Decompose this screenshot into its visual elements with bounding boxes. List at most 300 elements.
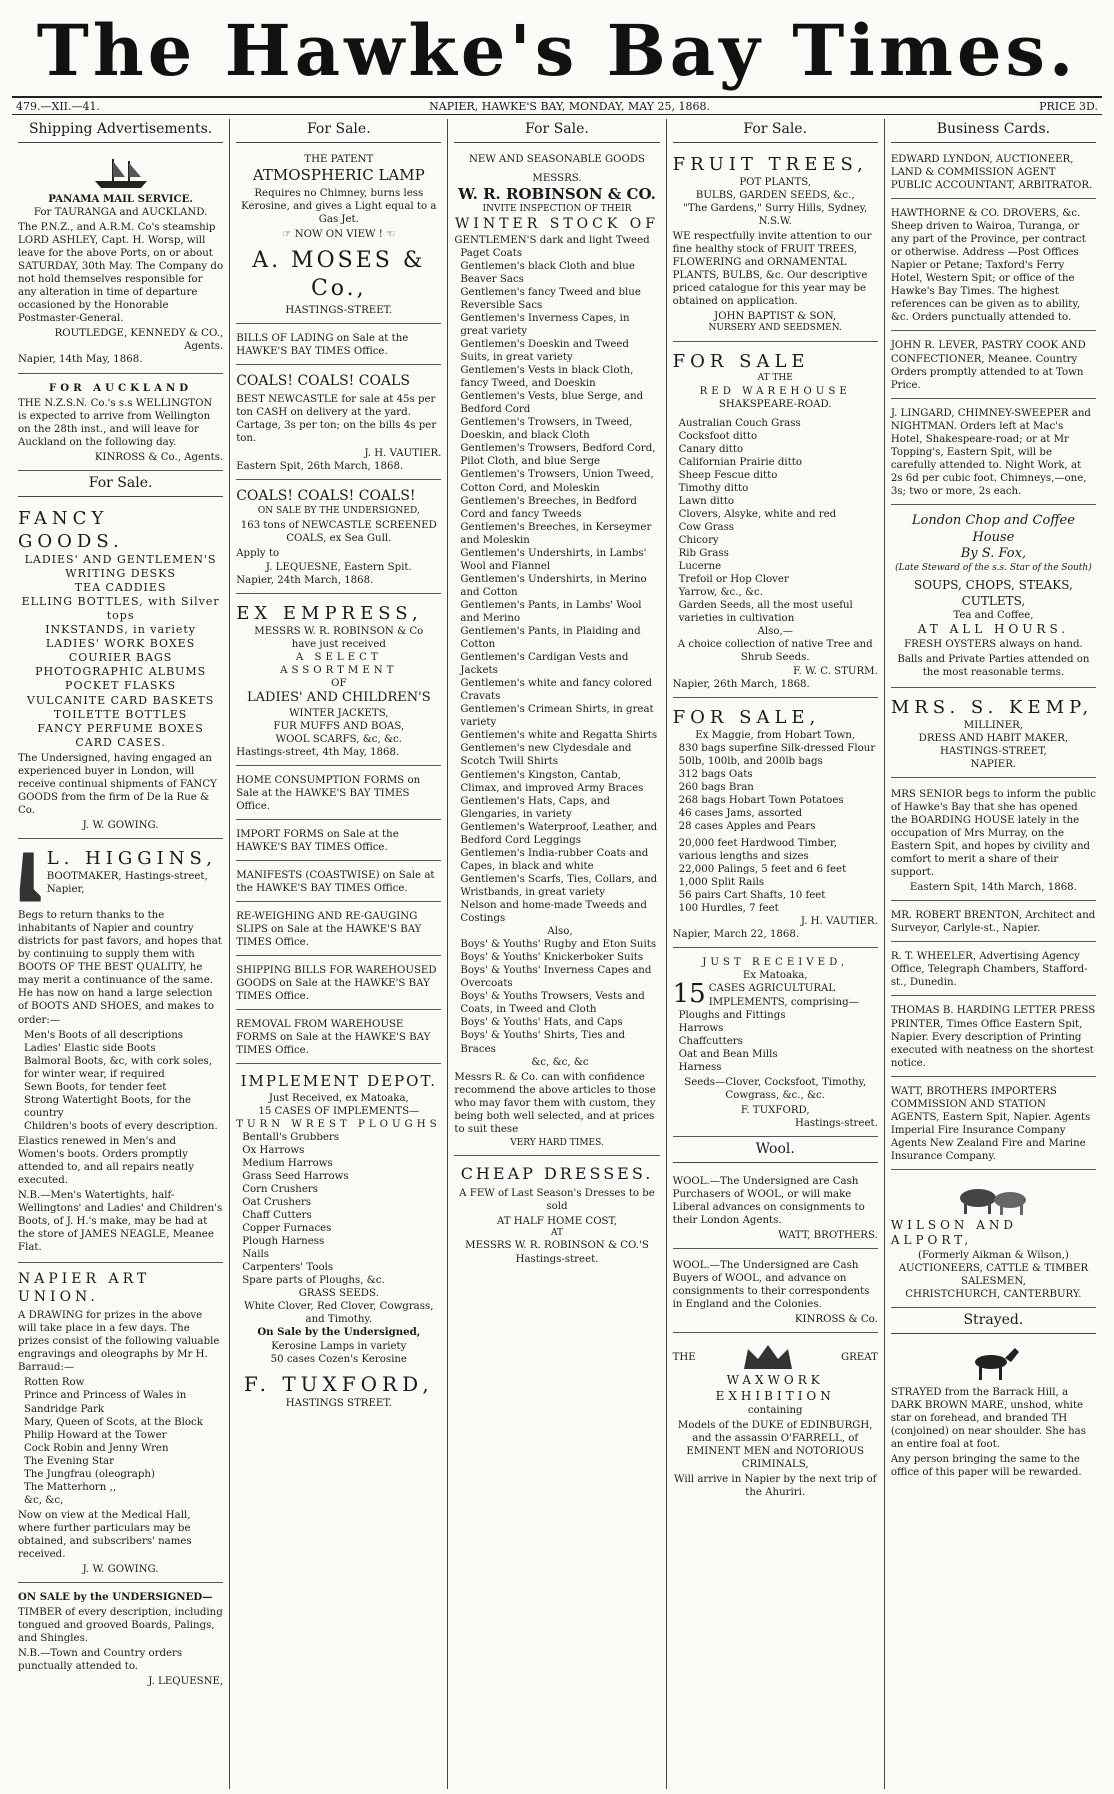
coals2-sub: ON SALE BY THE UNDERSIGNED, [257,505,420,516]
strayed-body: STRAYED from the Barrack Hill, a DARK BROWN MARE, unshod, white star on forehead, and branded TH (conjoined) on near shoulder. She has an entire foal at foot. [890,1386,1086,1450]
trees-title: FRUIT TREES, [672,153,868,175]
list-item: 56 pairs Cart Shafts, 10 feet [678,890,826,902]
column-1 [12,119,230,1789]
justrec-list [673,1009,878,1074]
ad-form-removal: REMOVAL FROM WAREHOUSE FORMS on Sale at the HAWKE'S BAY TIMES Office. [236,1014,441,1064]
waxwork-the: THE [672,1351,696,1363]
list-item: LADIES' AND GENTLEMEN'S [24,552,217,566]
empress-line5: LADIES' AND CHILDREN'S [247,689,431,705]
panama-title: PANAMA MAIL SERVICE. [48,192,193,205]
list-item: Ladies' Elastic side Boots [24,1042,156,1054]
waxwork-great: GREAT [840,1351,878,1363]
robinson-list [454,247,659,1069]
waxwork-body: Models of the DUKE of EDINBURGH, and the assassin O'FARRELL, of EMINENT MEN and NOTORIOUS CRIMINALS, [677,1420,873,1471]
list-item: Paget Coats [460,247,523,259]
list-item: Philip Howard at the Tower [24,1429,167,1441]
ad-form-shipping-bills: SHIPPING BILLS FOR WAREHOUSED GOODS on Sale at the HAWKE'S BAY TIMES Office. [236,960,441,1010]
list-item: Gentlemen's Cardigan Vests and Jackets [460,652,629,677]
robinson-hard: VERY HARD TIMES. [510,1137,604,1148]
higgins-nb: N.B.—Men's Watertights, half-Wellingtons' and Ladies' and Children's Boots, of J. H.'s make, may be had at the store of JAMES NEAGLE, Meanee Flat. [18,1190,223,1254]
list-item: 830 bags superfine Silk-dressed Flour 50lb, 100lb, and 200lb bags [678,742,876,767]
list-item: Gentlemen's white and Regatta Shirts [460,730,658,742]
list-item: 100 Hurdles, 7 feet [678,903,779,915]
list-item: COURIER BAGS [68,651,173,665]
higgins-body: Begs to return thanks to the inhabitants of Napier and country districts for past favors, and hopes that by continuing to supply them with BOOTS OF THE BEST QUALITY, he may merit a continuance of the same. He has now on hand a large selection of BOOTS AND SHOES, and makes to order:— [18,910,222,1026]
chop-tea: Tea and Coffee, [953,610,1034,622]
ad-chop-house [891,509,1096,688]
list-item: &c, &c, &c [531,1056,589,1068]
robinson-winter: WINTER STOCK OF [455,215,659,232]
column-2 [230,119,448,1789]
list-item: Boys' & Youths' Shirts, Ties and Braces [460,1030,625,1055]
list-item: 1,000 Split Rails [678,877,765,889]
maggie-list2 [673,837,878,915]
cheap-at: AT [551,1227,564,1238]
boot-icon [18,847,41,907]
waxwork-title: WAXWORK EXHIBITION [715,1373,835,1403]
list-item: Gentlemen's Crimean Shirts, in great variety [460,704,654,729]
implement-line2: 15 CASES OF IMPLEMENTS— [258,1105,420,1117]
list-item: Rib Grass [678,548,729,560]
list-item: Boys' & Youths Trowsers, Vests and Coats, in Tweed and Cloth [460,991,645,1016]
fancy-title: FANCY GOODS. [18,507,124,552]
list-item: Gentlemen's black Cloth and blue Beaver Sacs [460,260,635,285]
ad-wilson-alport [891,1174,1096,1308]
list-item: Rotten Row [24,1377,85,1389]
ad-wool-kinross [673,1253,878,1333]
list-item: 312 bags Oats [678,768,753,780]
ad-robinson [454,149,659,1156]
list-item: Ploughs and Fittings [678,1009,786,1021]
higgins-sub: BOOTMAKER, Hastings-street, Napier, [46,871,208,896]
list-item: Gentlemen's fancy Tweed and blue Reversible Sacs [460,286,641,311]
artunion-sign: J. W. GOWING. [82,1564,159,1576]
senior-body: MRS SENIOR begs to inform the public of Hawke's Bay that she has opened the BOARDING HOUSE lately in the occupation of Mrs Murray, on the Eastern Spit, and hopes by civility and comfort to merit a share of their support. [890,788,1096,879]
ad-lyndon: EDWARD LYNDON, AUCTIONEER, LAND & COMMISSION AGENT PUBLIC ACCOUNTANT, ARBITRATOR. [891,149,1096,199]
list-item: 20,000 feet Hardwood Timber, various lengths and sizes [678,838,838,863]
justrec-line1: Ex Matoaka, [742,970,808,982]
timber-body: TIMBER of every description, including tongued and grooved Boards, Palings, and Shingles. [18,1607,223,1645]
ad-bills-of-lading: BILLS OF LADING on Sale at the HAWKE'S BAY TIMES Office. [236,328,441,365]
chop-soups: SOUPS, CHOPS, STEAKS, CUTLETS, [913,578,1073,608]
list-item: Gentlemen's Hats, Caps, and Glengaries, in variety [460,795,611,820]
list-item: Sheep Fescue ditto [678,469,778,481]
list-item: Gentlemen's Waterproof, Leather, and Bedford Cord Leggings [460,821,658,846]
list-item: 28 cases Apples and Pears [678,820,816,832]
list-item: &c, &c, [24,1494,64,1506]
higgins-title: L. HIGGINS, [46,848,217,870]
list-item: Gentlemen's Pants, in Plaiding and Cotton [460,626,641,651]
ad-lingard: J. LINGARD, CHIMNEY-SWEEPER and NIGHTMAN. Orders left at Mac's Hotel, Shakespeare-road; or at Mr Topping's, Eastern Spit, will be carefully attended to. Night Work, at 2s 6d per cubic foot. Chimneys,—one, 3s; two or more, 2s each. [891,403,1096,505]
red-date: Napier, 26th March, 1868. [672,678,810,690]
waxwork-arrive: Will arrive in Napier by the next trip of the Ahuriri. [674,1474,877,1499]
ad-form-home-consumption: HOME CONSUMPTION FORMS on Sale at the HAWKE'S BAY TIMES Office. [236,770,441,820]
list-item: Corn Crushers [242,1183,318,1195]
wilson-sub: (Formerly Aikman & Wilson,) [917,1249,1069,1261]
ad-implement-depot [236,1068,441,1416]
chop-title: London Chop and Coffee House [911,512,1075,545]
ad-harding: THOMAS B. HARDING LETTER PRESS PRINTER, Times Office Eastern Spit, Napier. Every description of Printing executed with neatness on the shortest notice. [891,1000,1096,1076]
implement-firm: F. TUXFORD, [243,1371,434,1396]
crown-icon [738,1341,798,1373]
kemp-l3: HASTINGS-STREET, [940,745,1047,757]
justrec-num: 15 [672,979,706,1010]
list-item: Gentlemen's Vests, blue Serge, and Bedford Cord [460,391,644,416]
red-also: Also,— [757,626,793,638]
list-item: Gentlemen's Trowsers, in Tweed, Doeskin, and black Cloth [460,417,633,442]
lamp-title: ATMOSPHERIC LAMP [252,165,425,184]
list-item: Clovers, Alsyke, white and red [678,508,837,520]
list-item: Chaffcutters [678,1035,743,1047]
cheap-firm: MESSRS W. R. ROBINSON & CO.'S [465,1240,649,1252]
list-item: Nelson and home-made Tweeds and Costings [460,900,647,925]
robinson-closing: Messrs R. & Co. can with confidence recommend the above articles to those who may favor them with custom, they being both well selected, and at prices to suit these [454,1071,656,1135]
list-item: Medium Harrows [242,1157,333,1169]
list-item: Gentlemen's Breeches, in Kerseymer and Moleskin [460,521,652,546]
ad-form-import: IMPORT FORMS on Sale at the HAWKE'S BAY TIMES Office. [236,824,441,861]
list-item: PHOTOGRAPHIC ALBUMS [35,665,207,679]
list-item: Ox Harrows [242,1144,305,1156]
robinson-firm: W. R. ROBINSON & CO. [458,185,656,203]
fancy-list [18,553,223,750]
red-line1: RED WAREHOUSE [699,385,851,397]
ad-waxwork [673,1337,878,1507]
list-item: Trefoil or Hop Clover [678,574,789,586]
list-item: TEA CADDIES [74,580,167,594]
wool1-body: WOOL.—The Undersigned are Cash Purchasers of WOOL, or will make Liberal advances on consignments to their London Agents. [672,1175,865,1227]
list-item: Cock Robin and Jenny Wren [24,1442,169,1454]
ad-watt-brothers: WATT, BROTHERS IMPORTERS COMMISSION AND STATION AGENTS, Eastern Spit, Napier. Agents Imperial Fire Insurance Company Agents New Zealand Fire and Marine Insurance Company. [891,1081,1096,1170]
list-item: Gentlemen's India-rubber Coats and Capes, in black and white [460,847,649,872]
list-item: Gentlemen's Scarfs, Ties, Collars, and Wristbands, in great variety [460,873,658,898]
list-item: Gentlemen's Vests in black Cloth, fancy Tweed, and Doeskin [460,365,634,390]
ad-coals-lequesne [236,484,441,594]
ad-senior [891,782,1096,901]
pointing-hand-icon: ☞ [282,229,295,241]
ad-coals-vautier [236,369,441,480]
list-item: Boys' & Youths' Rugby and Eton Suits [460,939,657,951]
pointing-hand-icon: ☜ [382,229,396,241]
list-item: Gentlemen's Trowsers, Union Tweed, Cotton Cord, and Moleskin [460,469,654,494]
lamp-body: Requires no Chimney, burns less Kerosine, and gives a Light equal to a Gas Jet. [241,188,437,226]
ad-cheap-dresses [454,1160,659,1271]
section-header-business-cards: Business Cards. [891,121,1096,143]
cattle-illustration-icon [891,1178,1096,1218]
list-item: WRITING DESKS [65,566,176,580]
chop-oysters: FRESH OYSTERS always on hand. [904,638,1083,650]
list-item: Also, [547,926,573,938]
list-item: 268 bags Hobart Town Potatoes [678,794,844,806]
list-item: ELLING BOTTLES, with Silver tops [21,595,220,623]
masthead-title: The Hawke's Bay Times. [36,9,1078,92]
auckland-body: THE N.Z.S.N. Co.'s s.s WELLINGTON is expected to arrive from Wellington on the 28th inst., and will leave for Auckland on the following day. [18,397,213,448]
list-item: The Jungfrau (oleograph) [24,1468,155,1480]
empress-item: WOOL SCARFS, &c, &c. [275,733,402,745]
list-item: 22,000 Palings, 5 feet and 6 feet [678,864,847,876]
trees-sub: NURSERY AND SEEDSMEN. [708,323,842,334]
ad-higgins [18,843,223,1263]
implement-list [236,1131,441,1288]
coals2-date: Napier, 24th March, 1868. [236,574,374,586]
list-item: Cocksfoot ditto [678,430,758,442]
red-sign: F. W. C. STURM. [793,665,878,677]
list-item: Balmoral Boots, &c, with cork soles, for winter wear, if required [24,1055,212,1080]
robinson-lead: GENTLEMEN'S dark and light Tweed [454,234,650,246]
panama-body: The P.N.Z., and A.R.M. Co's steamship LORD ASHLEY, Capt. H. Worsp, will leave for the above Ports, on or about SATURDAY, 30th May. The Company do not hold themselves responsible for any alteration in time of departure occasioned by the Honorable Postmaster-General. [18,222,224,325]
section-header-shipping: Shipping Advertisements. [18,121,223,143]
list-item: Gentlemen's Undershirts, in Merino and Cotton [460,573,647,598]
empress-line3: A SELECT ASSORTMENT [280,651,398,676]
list-item: Men's Boots of all descriptions [24,1029,183,1041]
list-item: Lawn ditto [678,495,735,507]
justrec-line2: CASES AGRICULTURAL IMPLEMENTS, comprising— [708,983,859,1008]
higgins-body2: Elastics renewed in Men's and Women's boots. Orders promptly attended to, and all repairs neatly executed. [18,1135,194,1187]
empress-title: EX EMPRESS, [236,602,423,624]
lamp-firm: A. MOSES & Co., [252,248,426,302]
list-item: Canary ditto [678,443,744,455]
list-item: Oat and Bean Mills [678,1048,778,1060]
list-item: Lucerne [678,561,722,573]
maggie-title: FOR SALE, [672,706,821,728]
list-item: Australian Couch Grass [678,417,801,429]
kemp-title: MRS. S. KEMP, [890,696,1094,718]
cheap-title: CHEAP DRESSES. [460,1164,654,1184]
empress-line1: MESSRS W. R. ROBINSON & Co [254,625,424,637]
list-item: Gentlemen's Doeskin and Tweed Suits, in great variety [460,338,629,364]
ad-wheeler: R. T. WHEELER, Advertising Agency Office, Telegraph Chambers, Stafford-st., Dunedin. [891,946,1096,996]
waxwork-containing: containing [747,1405,803,1417]
timber-nb: N.B.—Town and Country orders punctually attended to. [18,1648,183,1673]
ad-brenton: MR. ROBERT BRENTON, Architect and Surveyor, Carlyle-st., Napier. [891,905,1096,942]
column-3 [448,119,666,1789]
justrec-title: JUST RECEIVED, [702,957,849,969]
ad-fruit-trees [673,149,878,342]
list-item: Yarrow, &c., &c. [678,587,763,599]
implement-ker1: Kerosine Lamps in variety [271,1340,407,1352]
list-item: Californian Prairie ditto [678,456,803,468]
list-item: Boys' & Youths' Inverness Capes and Overcoats [460,965,652,990]
implement-title: IMPLEMENT DEPOT. [240,1072,438,1091]
artunion-list [18,1376,223,1506]
justrec-seeds: Seeds—Clover, Cocksfoot, Timothy, Cowgrass, &c., &c. [684,1076,867,1101]
ad-lever: JOHN R. LEVER, PASTRY COOK AND CONFECTIONER, Meanee. Country Orders promptly attended to at Town Price. [891,335,1096,398]
list-item: Gentlemen's Pants, in Lambs' Wool and Merino [460,599,642,624]
empress-line4: OF [331,677,347,689]
lamp-view: ☞ NOW ON VIEW ! ☜ [282,229,396,241]
red-also2: A choice collection of native Tree and Shrub Seeds. [677,639,873,664]
list-item: 260 bags Bran [678,781,754,793]
implement-street: HASTINGS STREET. [285,1398,392,1410]
wilson-l3: CHRISTCHURCH, CANTERBURY. [905,1288,1082,1300]
fancy-sign: J. W. GOWING. [82,820,159,832]
issue-date: NAPIER, HAWKE'S BAY, MONDAY, MAY 25, 1868. [429,99,710,113]
section-header-forsale: For Sale. [236,121,441,143]
column-5 [885,119,1102,1789]
list-item: Children's boots of every description. [24,1120,218,1132]
section-header-forsale: For Sale. [18,475,223,497]
cheap-body: A FEW of Last Season's Dresses to be sold [459,1187,655,1212]
wool2-body: WOOL.—The Undersigned are Cash Buyers of WOOL, and advance on consignments to their correspondents in England and the Colonies. [672,1260,870,1311]
red-at: AT THE [757,373,793,383]
list-item: FANCY PERFUME BOXES [37,721,204,735]
chop-by: By S. Fox, [960,546,1027,562]
list-item: Bentall's Grubbers [242,1131,339,1143]
coals1-body: BEST NEWCASTLE for sale at 45s per ton CASH on delivery at the yard. Cartage, 3s per ton; on the bills 4s per ton. [236,393,437,444]
timber-sign: J. LEQUESNE, [148,1676,224,1688]
trees-line2: BULBS, GARDEN SEEDS, &c., [695,189,855,201]
list-item: VULCANITE CARD BASKETS [26,693,215,707]
ad-wool-watt [673,1169,878,1249]
trees-line1: POT PLANTS, [739,176,812,188]
wilson-l2: SALESMEN, [960,1275,1026,1287]
list-item: Plough Harness [242,1236,325,1248]
price: PRICE 3D. [1039,99,1098,113]
panama-line: For TAURANGA and AUCKLAND. [33,206,208,218]
lamp-pre: THE PATENT [304,153,374,165]
list-item: Timothy ditto [678,482,749,494]
list-item: Gentlemen's white and fancy colored Cravats [460,678,653,703]
kemp-l1: MILLINER, [963,719,1024,731]
list-item: Mary, Queen of Scots, at the Block [24,1416,203,1428]
ad-art-union [18,1267,223,1583]
ad-form-manifests: MANIFESTS (COASTWISE) on Sale at the HAWKE'S BAY TIMES Office. [236,865,441,902]
timber-title: ON SALE by the UNDERSIGNED— [18,1591,213,1604]
higgins-list [18,1029,223,1133]
list-item: Chaff Cutters [242,1210,312,1222]
list-item: The Evening Star [24,1455,115,1467]
list-item: Boys' & Youths' Knickerboker Suits [460,952,644,964]
list-item: Gentlemen's Breeches, in Bedford Cord and fancy Tweeds [460,495,637,520]
chop-balls: Balls and Private Parties attended on the most reasonable terms. [897,653,1090,678]
ad-auckland [18,378,223,471]
list-item: Garden Seeds, all the most useful varieties in cultivation [678,600,853,625]
robinson-messrs: MESSRS. [532,172,582,184]
list-item: Prince and Princess of Wales in Sandridge Park [24,1390,187,1415]
red-title: FOR SALE [672,350,810,372]
robinson-line1: NEW AND SEASONABLE GOODS [468,153,646,165]
lamp-street: HASTINGS-STREET. [285,304,393,316]
implement-seedsbody: White Clover, Red Clover, Cowgrass, and Timothy. [244,1301,434,1326]
empress-date: Hastings-street, 4th May, 1868. [236,746,400,758]
coals1-date: Eastern Spit, 26th March, 1868. [236,460,404,472]
implement-line1: Just Received, ex Matoaka, [268,1092,409,1104]
section-header-forsale: For Sale. [454,121,659,143]
trees-sign: JOHN BAPTIST & SON, [714,311,837,323]
list-item: The Matterhorn ,, [24,1481,117,1493]
list-item: TOILETTE BOTTLES [53,707,188,721]
implement-sale: On Sale by the Undersigned, [257,1326,421,1339]
red-list [673,417,878,626]
list-item: LADIES' WORK BOXES [45,637,196,651]
section-header-forsale: For Sale. [673,121,878,143]
chop-sub: (Late Steward of the s.s. Star of the South) [895,562,1092,573]
coals1-title: COALS! COALS! COALS [236,372,410,389]
artunion-title: NAPIER ART UNION. [18,1271,151,1306]
list-item: Spare parts of Ploughs, &c. [242,1275,385,1287]
list-item: POCKET FLASKS [65,679,177,693]
empress-item: WINTER JACKETS, [289,707,389,719]
implement-line3: TURN WREST PLOUGHS [236,1118,441,1130]
chop-hours: AT ALL HOURS. [917,622,1070,637]
list-item: Nails [242,1249,269,1261]
empress-line2: have just received [291,638,386,650]
coals1-sign: J. H. VAUTIER. [364,447,442,459]
list-item: Gentlemen's Trowsers, Bedford Cord, Pilot Cloth, and blue Serge [460,443,656,468]
red-line2: SHAKSPEARE-ROAD. [718,398,832,410]
list-item: Harrows [678,1022,724,1034]
maggie-sign: J. H. VAUTIER. [800,916,878,928]
maggie-date: Napier, March 22, 1868. [672,929,800,941]
robinson-invite: INVITE INSPECTION OF THEIR [482,204,632,215]
ad-kemp [891,692,1096,778]
kemp-l2: DRESS AND HABIT MAKER, [918,732,1069,744]
auckland-agent: KINROSS & Co., Agents. [94,451,224,463]
justrec-street: Hastings-street. [794,1117,878,1129]
list-item: Cow Grass [678,521,735,533]
list-item: 46 cases Jams, assorted [678,807,803,819]
columns [12,119,1102,1789]
list-item: Harness [678,1061,722,1073]
implement-seeds: GRASS SEEDS. [298,1288,379,1300]
list-item: INKSTANDS, in variety [45,623,196,637]
coals2-sign: J. LEQUESNE, Eastern Spit. [265,561,412,573]
maggie-line1: Ex Maggie, from Hobart Town, [695,729,856,741]
wool2-sign: KINROSS & Co. [794,1314,878,1326]
wool1-sign: WATT, BROTHERS. [778,1230,878,1242]
ad-ex-empress [236,598,441,766]
list-item: Gentlemen's Inverness Capes, in great variety [460,312,630,337]
strayed-body2: Any person bringing the same to the office of this paper will be rewarded. [890,1454,1082,1479]
senior-date: Eastern Spit, 14th March, 1868. [909,882,1077,894]
list-item: Sewn Boots, for tender feet [24,1081,167,1093]
ad-panama-mail [18,149,223,374]
maggie-list [673,742,878,833]
list-item: Boys' & Youths' Hats, and Caps [460,1017,623,1029]
issue-number: 479.—XII.—41. [16,99,101,113]
implement-ker2: 50 cases Cozen's Kerosine [270,1353,407,1365]
artunion-body: A DRAWING for prizes in the above will take place in a few days. The prizes consist of the following valuable engravings and oleographs by Mr H. Barraud:— [18,1310,220,1374]
section-header-strayed: Strayed. [891,1312,1096,1334]
wilson-l1: AUCTIONEERS, CATTLE & TIMBER [898,1262,1089,1274]
panama-agent: ROUTLEDGE, KENNEDY & CO., Agents. [54,328,224,353]
ad-just-received [673,952,878,1137]
list-item: Copper Furnaces [242,1223,332,1235]
ad-red-warehouse [673,346,878,698]
ship-illustration-icon [18,153,223,193]
fancy-body: The Undersigned, having engaged an experienced buyer in London, will receive continual shipments of FANCY GOODS from the firm of De la Rue & Co. [18,752,217,817]
ad-ex-maggie [673,702,878,949]
coals2-body: 163 tons of NEWCASTLE SCREENED COALS, ex Sea Gull. [240,520,437,545]
ad-strayed [891,1340,1096,1487]
panama-date: Napier, 14th May, 1868. [18,354,143,366]
list-item: Grass Seed Harrows [242,1170,349,1182]
section-header-wool: Wool. [673,1141,878,1163]
cheap-street: Hastings-street. [515,1253,599,1265]
ad-lamp [236,149,441,324]
ad-timber [18,1587,223,1694]
list-item: CARD CASES. [75,735,166,749]
list-item: Gentlemen's new Clydesdale and Scotch Twill Shirts [460,743,632,768]
ad-hawthorne: HAWTHORNE & CO. DROVERS, &c. Sheep driven to Wairoa, Turanga, or any part of the Province, per contract or otherwise. Address —Post Offices Napier or Petane; Taxford's Ferry Hotel, Western Spit; or office of the Hawke's Bay Times. The highest references can be given as to ability, &c. Orders punctually attended to. [891,203,1096,331]
horse-icon [891,1344,1096,1384]
trees-body: WE respectfully invite attention to our fine healthy stock of FRUIT TREES, FLOWERING and ORNAMENTAL PLANTS, BULBS, &c. Our descriptive priced catalogue for this year may be obtained on application. [672,231,872,308]
justrec-sign: F. TUXFORD, [740,1104,810,1116]
list-item: Gentlemen's Undershirts, in Lambs' Wool and Flannel [460,547,647,572]
list-item: Carpenters' Tools [242,1262,334,1274]
ad-fancy-goods [18,503,223,839]
coals2-apply: Apply to [236,548,280,560]
column-4 [667,119,885,1789]
